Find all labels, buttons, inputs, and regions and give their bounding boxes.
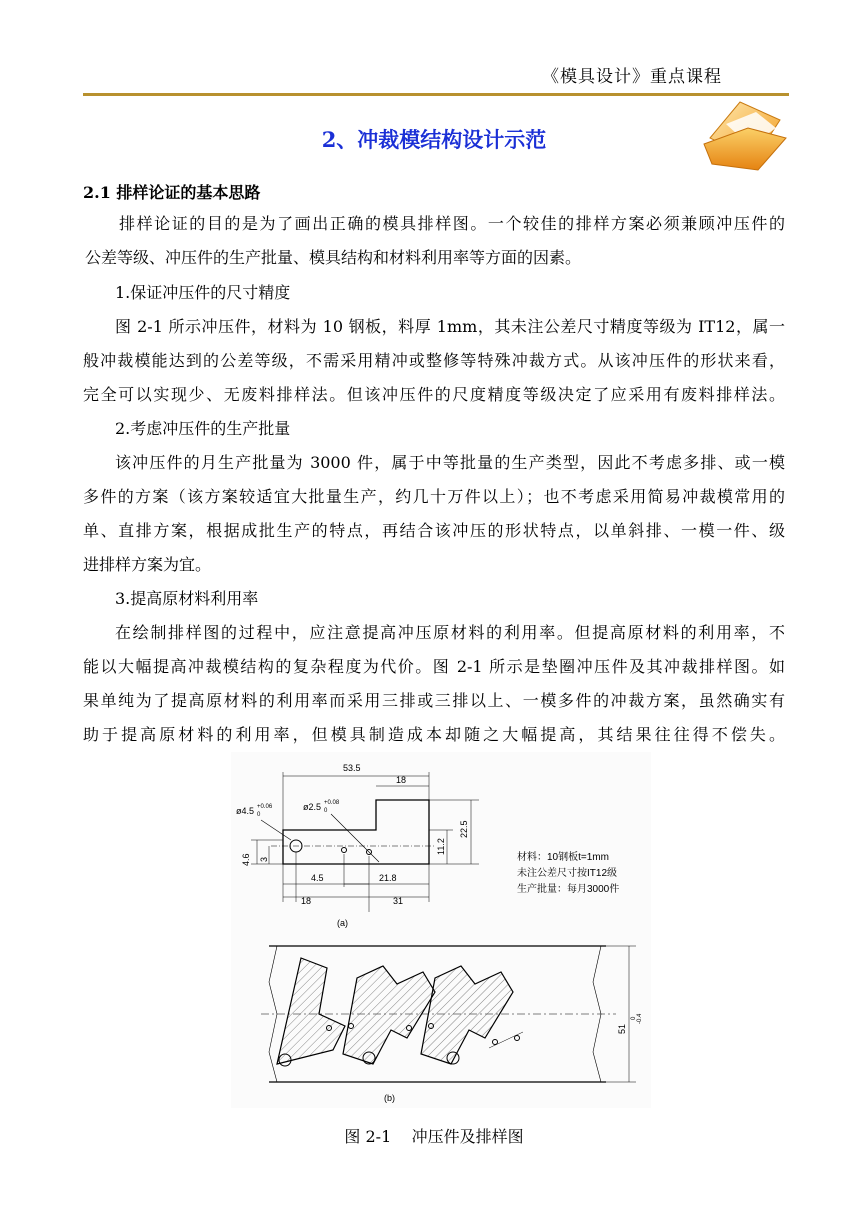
- dim-strip-width: 51: [617, 1023, 627, 1034]
- dim-strip-tol2: -0.4: [637, 1013, 643, 1024]
- stamping-figure: [231, 752, 651, 1108]
- note-batch: 生产批量：每月3000件: [517, 884, 620, 895]
- paragraph-line: 助于提高原材料的利用率，但模具制造成本却随之大幅提高，其结果往往得不偿失。: [83, 725, 785, 744]
- paragraph-line: 能以大幅提高冲裁模结构的复杂程度为代价。图 2-1 所示是垫圈冲压件及其冲裁排样图。如: [83, 657, 785, 676]
- material-notes: [517, 850, 619, 895]
- dim-22-5: 22.5: [459, 820, 469, 838]
- paragraph-line: 多件的方案（该方案较适宜大批量生产，约几十万件以上）；也不考虑采用简易冲裁模常用的: [83, 487, 785, 506]
- dim-4-6: 4.6: [241, 853, 251, 866]
- dim-hole-small: ø2.5: [303, 802, 322, 812]
- note-material: 材料：10钢板t=1mm: [517, 852, 609, 863]
- figure-caption: 图 2-1 冲压件及排样图: [344, 1127, 524, 1146]
- point-heading: 1.保证冲压件的尺寸精度: [115, 283, 291, 302]
- dim-3: 3: [259, 856, 269, 862]
- label-a: (a): [337, 918, 348, 928]
- paragraph-line: 果单纯为了提高原材料的利用率而采用三排或三排以上、一模多件的冲裁方案，虽然确实有: [83, 691, 785, 710]
- paragraph-line: 般冲裁模能达到的公差等级，不需采用精冲或整修等特殊冲裁方式。从该冲压件的形状来看，: [83, 351, 785, 370]
- paragraph-line: 排样论证的目的是为了画出正确的模具排样图。一个较佳的排样方案必须兼顾冲压件的: [119, 214, 785, 233]
- point-heading: 3.提高原材料利用率: [115, 589, 259, 608]
- page-title: 2、冲裁模结构设计示范: [321, 127, 547, 152]
- paragraph-line: 公差等级、冲压件的生产批量、模具结构和材料利用率等方面的因素。: [85, 248, 582, 267]
- paragraph-line: 该冲压件的月生产批量为 3000 件，属于中等批量的生产类型，因此不考虑多排、或一模: [115, 453, 785, 472]
- dim-hole-large-tol: +0.06: [257, 804, 273, 810]
- dim-hole-small-tol: +0.08: [324, 800, 340, 806]
- dim-strip-tol: 0: [631, 1016, 637, 1020]
- paragraph-line: 图 2-1 所示冲压件，材料为 10 钢板，料厚 1mm，其未注公差尺寸精度等级为 IT12，属一: [115, 317, 785, 336]
- dim-hole-large: ø4.5: [236, 806, 255, 816]
- paragraph-line: 完全可以实现少、无废料排样法。但该冲压件的尺度精度等级决定了应采用有废料排样法。: [83, 385, 785, 404]
- dim-11-2: 11.2: [436, 838, 446, 855]
- paragraph-line: 在绘制排样图的过程中，应注意提高冲压原材料的利用率。但提高原材料的利用率，不: [115, 623, 785, 642]
- intro-paragraph: [83, 207, 785, 275]
- label-b: (b): [384, 1093, 395, 1103]
- dim-53-5: 53.5: [343, 763, 361, 773]
- header-rule: [83, 93, 789, 96]
- point-1: [83, 276, 785, 412]
- section-heading: 2.1 排样论证的基本思路: [83, 183, 261, 202]
- dim-hole-large-tol2: 0: [257, 812, 261, 818]
- point-heading: 2.考虑冲压件的生产批量: [115, 419, 291, 438]
- note-tolerance: 未注公差尺寸按IT12级: [517, 868, 618, 879]
- dim-18-bottom: 18: [301, 896, 312, 906]
- course-header: 《模具设计》重点课程: [542, 67, 722, 87]
- paragraph-line: 单、直排方案，根据成批生产的特点，再结合该冲压的形状特点，以单斜排、一模一件、级: [83, 521, 785, 540]
- dim-31: 31: [393, 896, 404, 906]
- paragraph-line: 进排样方案为宜。: [83, 555, 212, 574]
- dim-21-8: 21.8: [379, 873, 397, 883]
- dim-hole-small-tol2: 0: [324, 808, 328, 814]
- dim-18-top: 18: [396, 775, 407, 785]
- dim-4-5: 4.5: [311, 873, 324, 883]
- point-3: [83, 582, 785, 752]
- point-2: [83, 412, 785, 582]
